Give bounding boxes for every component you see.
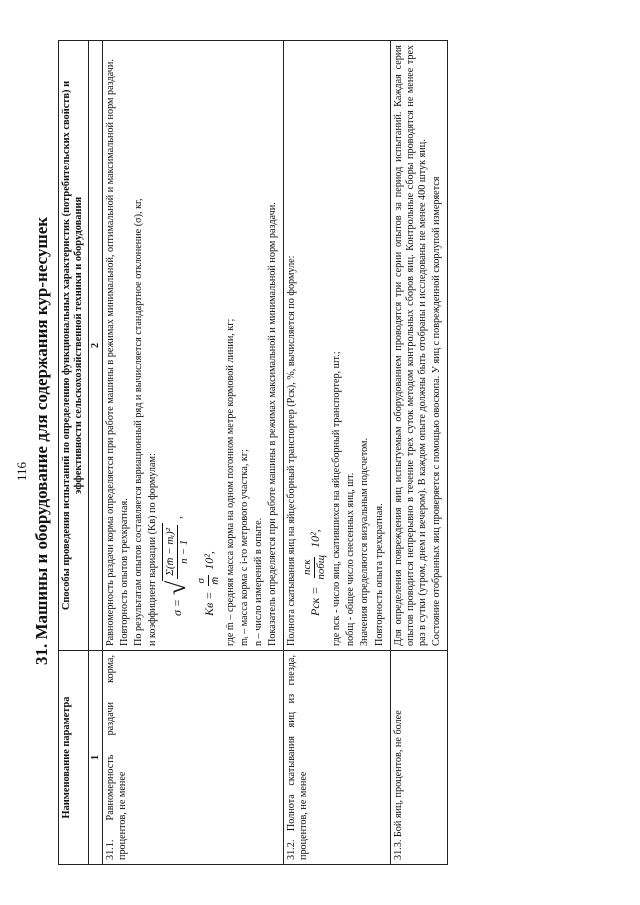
definition-text: n – число измерений в опыте. bbox=[253, 517, 265, 646]
table-row bbox=[390, 41, 447, 865]
method-cell bbox=[103, 41, 284, 651]
column-number-1: 1 bbox=[88, 651, 103, 865]
formula-denominator: nобщ bbox=[315, 554, 328, 580]
formula-tail: 10², bbox=[307, 529, 322, 548]
method-text: Повторность опытов трехкратная. bbox=[119, 498, 131, 646]
parameter-name: 31.1. Равномерность раздачи корма, процентов, не менее bbox=[105, 655, 129, 860]
header-test-methods: Способы проведения испытаний по определению функциональных характеристик (потребительских свойств) и эффективности сельскохозяйственной техники и оборудования bbox=[59, 41, 89, 651]
parameter-cell bbox=[390, 651, 447, 865]
variation-coefficient-formula bbox=[195, 45, 222, 616]
method-text: Для определения повреждения яиц испытуемым оборудованием проводятся три серии опытов за период испытаний. Каждая серия опытов проводится непрерывно в течение трех суток методом контрольных сборов яиц. Контрольные сборы проводятся не менее трех раз в сутки (утром, днем и вечером). В каждом опыте должны быть отобраны и исследованы не менее 400 штук яиц. bbox=[392, 45, 428, 646]
table-row bbox=[284, 41, 390, 865]
formula-fraction bbox=[301, 552, 328, 583]
definition-text: где nск - число яиц, скатившихся на яйцесборный транспортер, шт.; bbox=[331, 351, 343, 646]
method-cell bbox=[284, 41, 390, 651]
column-number-2: 2 bbox=[88, 41, 103, 651]
parameter-name: 31.2. Полнота скатывания яиц из гнезда, процентов, не менее bbox=[286, 655, 310, 860]
method-text: Значения определяются визуальным подсчетом. bbox=[359, 437, 371, 646]
rolling-completeness-formula bbox=[301, 45, 328, 616]
method-text: Состояние отобранных яиц проверяется с помощью овоскопа. У яиц с поврежденной скорлупой измеряется bbox=[430, 176, 442, 646]
column-number-row bbox=[88, 41, 103, 865]
sqrt-sign: √ Σ(m̄ − mᵢ)² n − 1 bbox=[162, 523, 192, 595]
method-text: Показатель определяется при работе машины в режимах максимальной и минимальной норм раздачи. bbox=[267, 202, 279, 646]
formula-lhs: Kв = bbox=[201, 591, 216, 616]
section-title: 31. Машины и оборудование для содержания кур-несушек bbox=[32, 216, 51, 665]
parameter-name: 31.3. Бой яиц, процентов, не более bbox=[392, 710, 404, 860]
method-text: Полнота скатывания яиц на яйцесборный транспортер (Pск), %, вычисляется по формуле: bbox=[286, 255, 298, 646]
formula-numerator: σ bbox=[195, 575, 209, 586]
table-header-row bbox=[59, 41, 89, 865]
formula-tail: 10², bbox=[201, 551, 216, 570]
formula-lhs: σ = bbox=[170, 598, 185, 616]
formula-numerator: Σ(m̄ − mᵢ)² bbox=[164, 525, 178, 579]
std-deviation-formula: σ = √ Σ(m̄ − mᵢ)² n − 1 , bbox=[162, 515, 192, 616]
formula-denominator: n − 1 bbox=[178, 539, 191, 564]
method-text: и коэффициент вариации (Kв) по формулам: bbox=[147, 453, 159, 646]
method-cell bbox=[390, 41, 447, 651]
parameter-cell bbox=[103, 651, 284, 865]
header-parameter-name: Наименование параметра bbox=[59, 651, 89, 865]
page-number: 116 bbox=[14, 461, 29, 481]
method-text: Равномерность раздачи корма определяется при работе машины в режимах минимальной, оптимальной и максимальной норм раздачи. bbox=[105, 59, 117, 646]
parameter-cell bbox=[284, 651, 390, 865]
definition-text: где m̄ – средняя масса корма на одном погонном метре кормовой линии, кг; bbox=[225, 318, 237, 646]
definition-text: nобщ - общее число снесенных яиц, шт. bbox=[345, 472, 357, 646]
formula-fraction bbox=[162, 523, 192, 581]
formula-numerator: nск bbox=[301, 557, 315, 579]
formula-denominator: m̄ bbox=[209, 576, 222, 585]
formula-fraction bbox=[195, 574, 222, 588]
table-row bbox=[103, 41, 284, 865]
definition-text: mᵢ – масса корма с i-го метрового участка, кг; bbox=[239, 449, 251, 646]
formula-lhs: Pск = bbox=[307, 586, 322, 616]
method-text: Повторность опыта трехкратная. bbox=[373, 503, 385, 646]
method-text: По результатам опытов составляется вариационный ряд и вычисляется стандартное отклонение (σ), кг, bbox=[133, 198, 145, 646]
parameters-table bbox=[58, 40, 448, 865]
